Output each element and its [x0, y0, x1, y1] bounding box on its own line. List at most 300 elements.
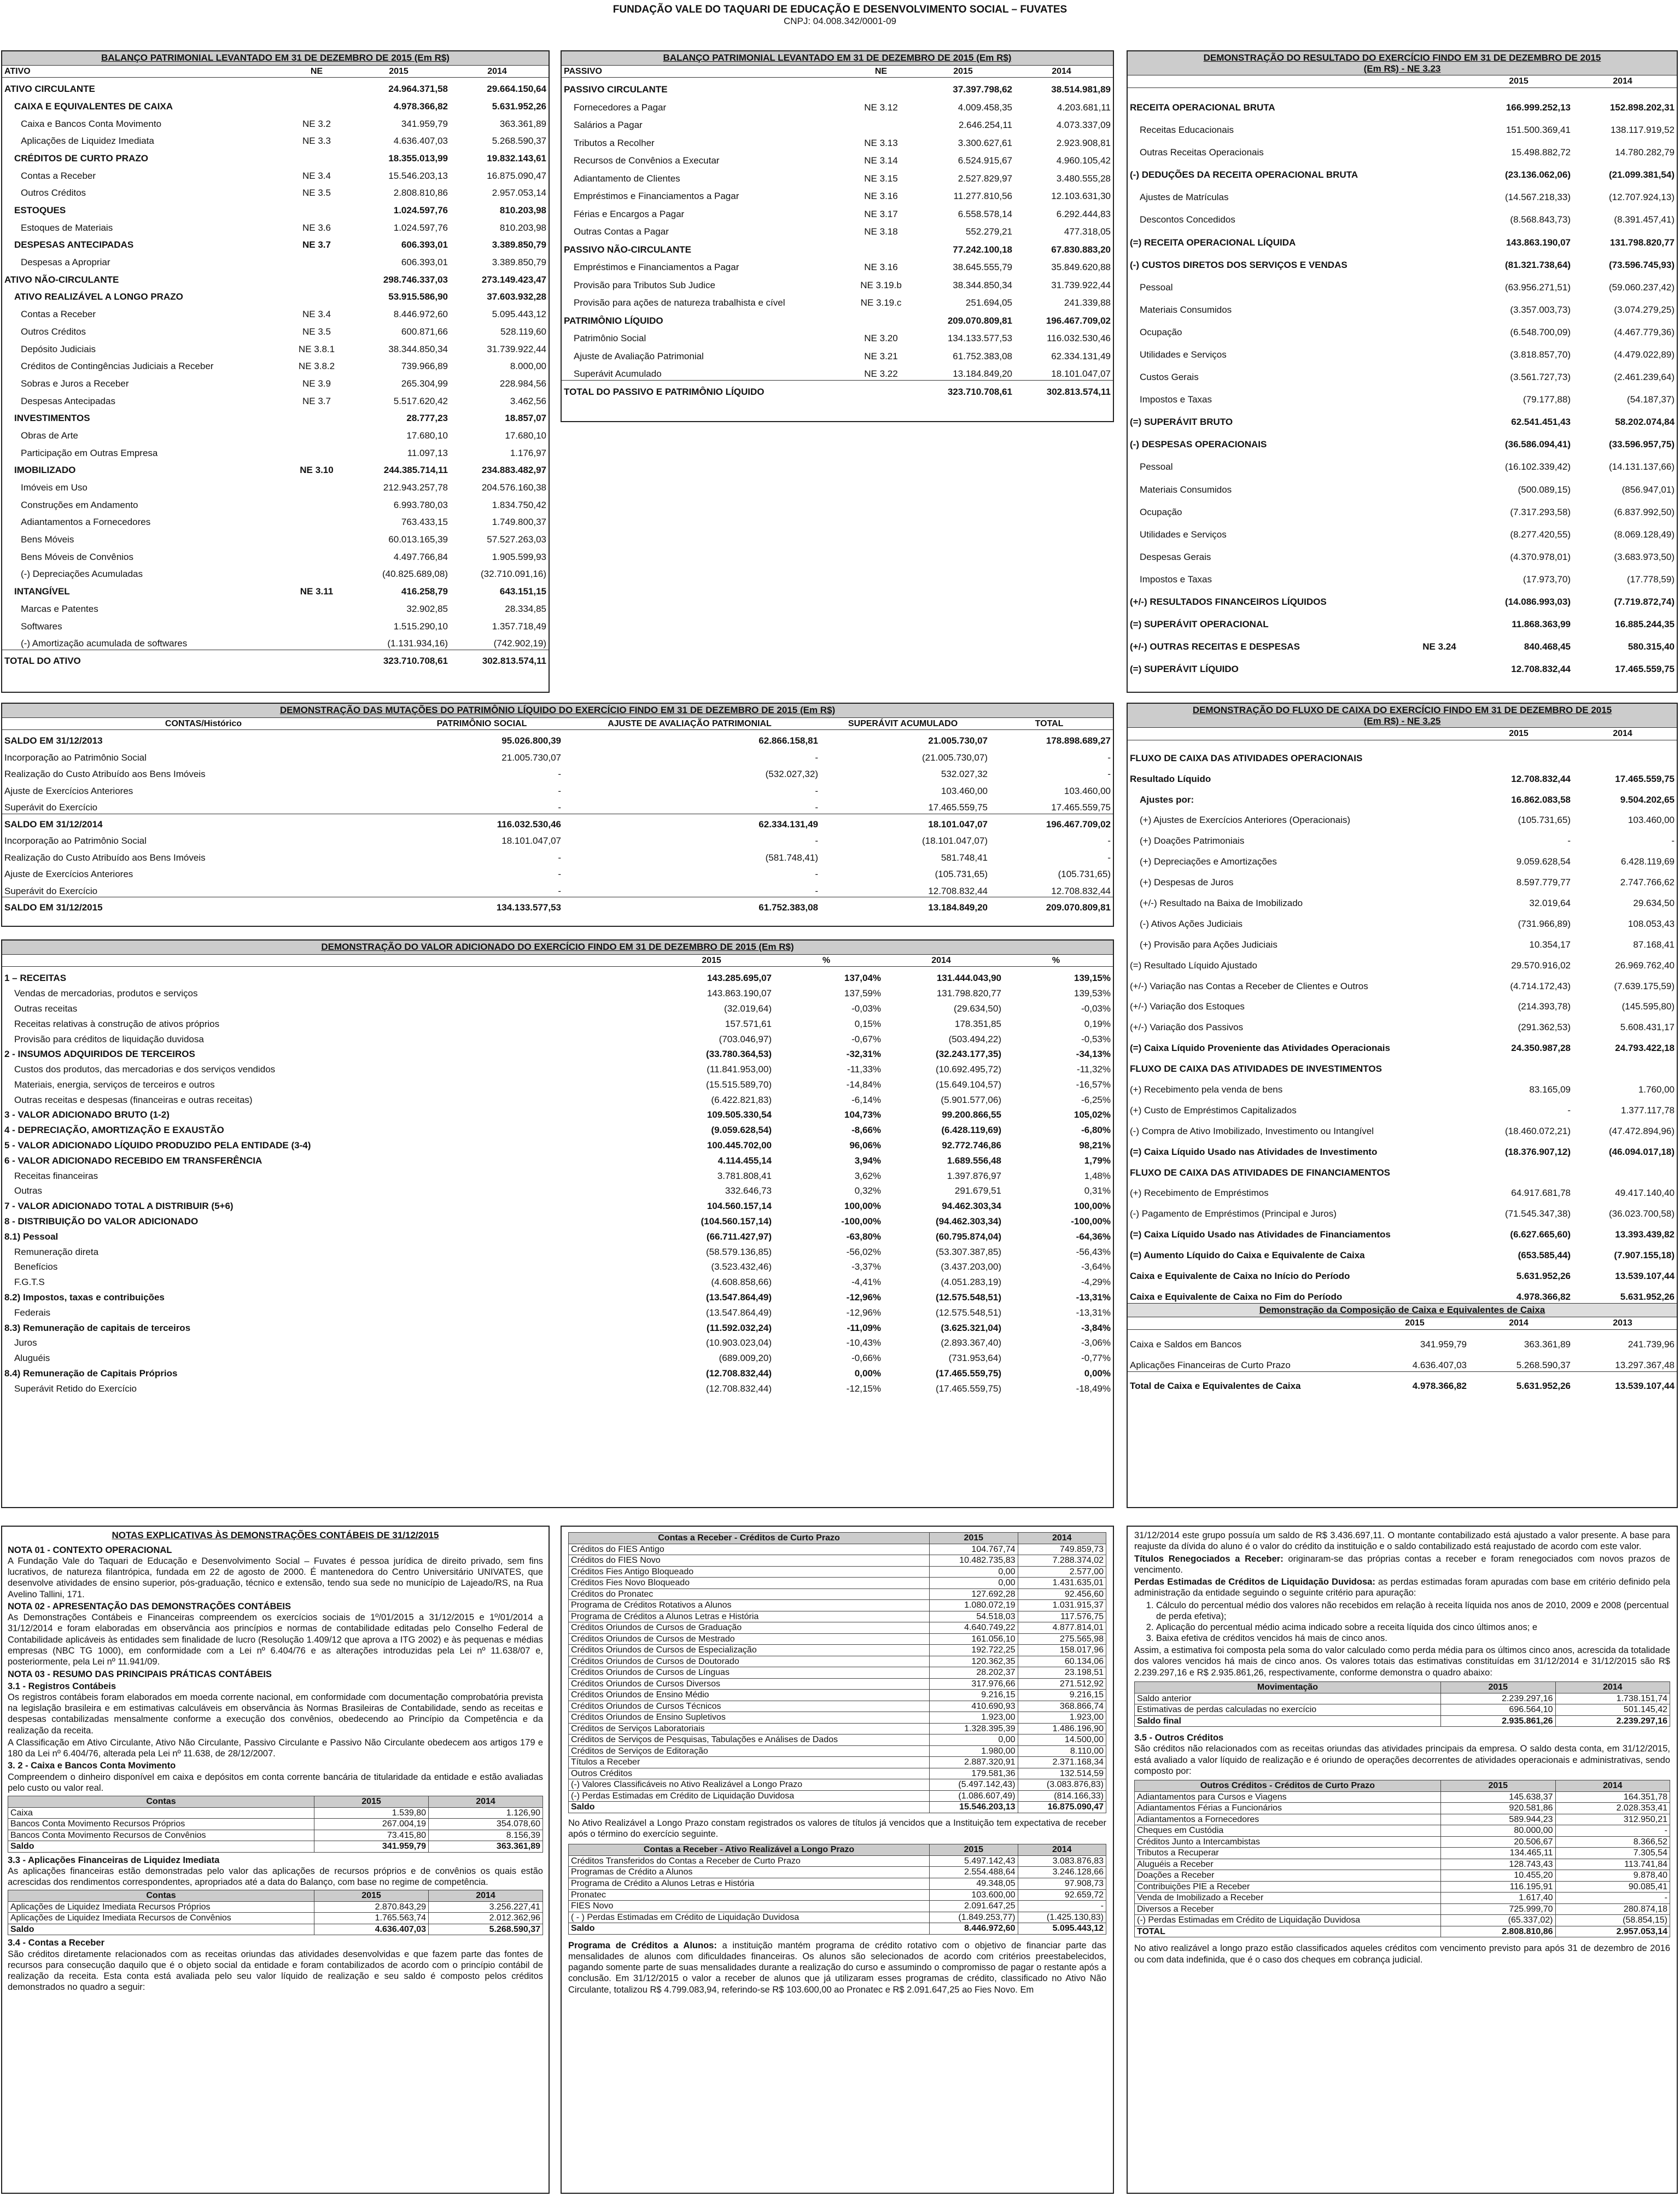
- row-label: (-) DESPESAS OPERACIONAIS: [1130, 439, 1267, 450]
- row-ne: NE 3.19.b: [860, 279, 902, 290]
- value-2014: (54.187,37): [1627, 394, 1675, 405]
- table-cell-label: Adiantamentos para Cursos e Viagens: [1135, 1791, 1441, 1803]
- table-cell-label: Saldo anterior: [1135, 1693, 1441, 1704]
- statement-row: [2, 984, 1113, 1000]
- row-label: Benefícios: [14, 1261, 58, 1272]
- table-cell-2014: 1.126,90: [429, 1807, 543, 1819]
- col-2015: 2015: [1405, 1318, 1425, 1328]
- table-cell-2015: 410.690,93: [930, 1701, 1018, 1712]
- value-cell: (17.465.559,75): [935, 1383, 1001, 1394]
- table-row: [569, 1923, 1106, 1935]
- value-cell: 104,73%: [844, 1109, 881, 1120]
- row-label: (=) SUPERÁVIT OPERACIONAL: [1130, 619, 1269, 630]
- table-row: [8, 1830, 543, 1841]
- estimate-text: Assim, a estimativa foi composta pela soma do valor calculado como perda média para os últimos cinco anos, acrescida da totalidade dos valores vencidos há mais de cinco anos. Os valores totais das estimativas constituídas em 31/12/2014 e 31/12/2015 são R$ 2.239.297,16 e R$ 2.935.861,26, respectivamente, conforme demonstra o quadro abaixo:: [1134, 1645, 1670, 1678]
- table-row: [1135, 1848, 1670, 1859]
- value-cell: (12.708.832,44): [705, 1383, 772, 1394]
- value-2015: 62.541.451,43: [1511, 417, 1571, 428]
- value-cell: 4.636.407,03: [1412, 1360, 1467, 1371]
- table-row: [569, 1544, 1106, 1555]
- table-cell-2015: 0,00: [930, 1578, 1018, 1589]
- value-cell: (12.575.548,51): [935, 1292, 1001, 1303]
- section-title: BALANÇO PATRIMONIAL LEVANTADO EM 31 DE DEZEMBRO DE 2015 (Em R$): [562, 51, 1113, 66]
- table-cell-label: Tributos a Recuperar: [1135, 1848, 1441, 1859]
- table-cell-2014: 8.110,00: [1018, 1745, 1106, 1757]
- row-label: 8 - DISTRIBUIÇÃO DO VALOR ADICIONADO: [4, 1216, 199, 1227]
- note-35-heading: 3.5 - Outros Créditos: [1134, 1733, 1224, 1743]
- table-cell-2015: 2.887.320,91: [930, 1757, 1018, 1768]
- value-cell: 18.101.047,07: [928, 819, 988, 830]
- note-01-text: A Fundação Vale do Taquari de Educação e Desenvolvimento Social – Fuvates é pessoa jurídica de direito privado, sem fins lucrativos, de natureza filantrópica, fundada em 22 de agosto de 2000. É mantenedora do Centro Universitário UNIVATES, que desenvolve atividades de ensino superior, pós-graduação, técnico e extensão, tendo sua sede no município de Lajeado/RS, na Rua Avelino Tallini, 171.: [8, 1556, 543, 1599]
- value-2014: 1.905.599,93: [492, 551, 546, 562]
- value-cell: (689.009,20): [719, 1353, 772, 1364]
- table-cell-2014: 1.923,00: [1018, 1712, 1106, 1724]
- value-cell: -11,32%: [1076, 1064, 1111, 1075]
- row-label: 8.4) Remuneração de Capitais Próprios: [4, 1368, 178, 1379]
- statement-row: [1128, 764, 1677, 785]
- value-2014: 31.739.922,44: [487, 343, 546, 354]
- table-cell-2015: 1.923,00: [930, 1712, 1018, 1724]
- statement-row: [2, 303, 549, 320]
- statement-row: [2, 217, 549, 234]
- statement-row: [1128, 1371, 1677, 1392]
- row-label: RECEITA OPERACIONAL BRUTA: [1130, 102, 1275, 113]
- table-header-cell: 2015: [930, 1533, 1018, 1544]
- row-label: (+/-) OUTRAS RECEITAS E DESPESAS: [1130, 641, 1300, 652]
- value-2015: 12.708.832,44: [1511, 773, 1571, 784]
- value-2015: 6.558.578,14: [958, 208, 1012, 219]
- statement-row: [562, 167, 1113, 185]
- table-cell-2015: 2.091.647,25: [930, 1901, 1018, 1912]
- row-label: (+) Ajustes de Exercícios Anteriores (Operacionais): [1140, 815, 1351, 826]
- statement-row: [2, 338, 549, 355]
- note-table: [568, 1844, 1106, 1934]
- value-2015: 4.009.458,35: [958, 102, 1012, 113]
- table-cell-2015: 0,00: [930, 1566, 1018, 1578]
- row-label: Superávit do Exercício: [4, 885, 98, 896]
- value-2015: 32.902,85: [406, 603, 448, 614]
- row-label: (=) SUPERÁVIT LÍQUIDO: [1130, 664, 1239, 675]
- column-header: [2, 66, 549, 78]
- table-cell-2015: 120.362,35: [930, 1656, 1018, 1667]
- value-cell: 1,48%: [1084, 1170, 1111, 1181]
- program-credit-heading: Programa de Créditos a Alunos:: [568, 1940, 717, 1950]
- row-ne: NE 3.2: [302, 118, 331, 129]
- value-2015: 8.597.779,77: [1516, 877, 1571, 888]
- statement-row: [2, 730, 1113, 747]
- col-ajuste: AJUSTE DE AVALIAÇÃO PATRIMONIAL: [608, 719, 772, 728]
- value-2014: (4.467.779,36): [1614, 326, 1675, 337]
- column-header: [1128, 75, 1677, 88]
- row-label: (-) CUSTOS DIRETOS DOS SERVIÇOS E VENDAS: [1130, 259, 1348, 270]
- value-cell: 532.027,32: [941, 769, 988, 780]
- table-row: [1135, 1903, 1670, 1915]
- table-cell-2014: -: [1555, 1893, 1670, 1904]
- long-term-other-note: No ativo realizável a longo prazo estão classificados aqueles créditos com vencimento previsto para após 31 de dezembro de 2016 ou com data indefinida, que é o caso dos cheques em cobrança judicial.: [1134, 1943, 1670, 1965]
- row-ne: NE 3.8.1: [298, 343, 335, 354]
- table-cell-2015: 2.554.488,64: [930, 1867, 1018, 1878]
- value-2014: 5.095.443,12: [492, 309, 546, 320]
- table-cell-2014: 1.738.151,74: [1555, 1693, 1670, 1704]
- col-superavit: SUPERÁVIT ACUMULADO: [848, 719, 958, 728]
- row-label: Caixa e Bancos Conta Movimento: [21, 118, 162, 129]
- value-2014: (3.683.973,50): [1614, 551, 1675, 562]
- value-cell: (2.893.367,40): [941, 1338, 1001, 1348]
- table-header-cell: 2015: [930, 1844, 1018, 1856]
- statement-row: [1128, 1351, 1677, 1371]
- statement-row: [562, 291, 1113, 309]
- value-cell: 0,32%: [854, 1185, 881, 1196]
- statement-row: [2, 1258, 1113, 1273]
- statement-row: [562, 238, 1113, 256]
- table-cell-label: Créditos de Serviços de Editoração: [569, 1745, 930, 1757]
- value-2014: 196.467.709,02: [1046, 315, 1111, 326]
- table-row: [569, 1588, 1106, 1600]
- table-cell-2015: 128.743,43: [1441, 1859, 1556, 1870]
- value-cell: 139,15%: [1074, 973, 1111, 984]
- composition-column-header: [1128, 1317, 1677, 1330]
- value-2015: 244.385.714,11: [383, 465, 448, 476]
- value-2015: (500.089,15): [1518, 484, 1571, 495]
- table-header-row: [8, 1796, 543, 1808]
- value-2014: 2.957.053,14: [492, 188, 546, 198]
- row-label: Tributos a Recolher: [574, 137, 655, 148]
- table-cell-2014: 8.156,39: [429, 1830, 543, 1841]
- statement-row: [562, 202, 1113, 220]
- statement-row: [1128, 136, 1677, 159]
- list-item: 3. Baixa efetiva de créditos vencidos há mais de cinco anos.: [1156, 1633, 1670, 1644]
- table-row: [1135, 1893, 1670, 1904]
- row-ne: NE 3.20: [864, 333, 898, 344]
- table-cell-label: Títulos a Receber: [569, 1757, 930, 1768]
- row-label: (+) Provisão para Ações Judiciais: [1140, 939, 1278, 950]
- statement-row: [1128, 91, 1677, 114]
- table-cell-label: Aplicações de Liquidez Imediata Recursos Próprios: [8, 1901, 314, 1913]
- table-cell-2014: 92.456,60: [1018, 1588, 1106, 1600]
- section-title: BALANÇO PATRIMONIAL LEVANTADO EM 31 DE DEZEMBRO DE 2015 (Em R$): [2, 51, 549, 66]
- value-cell: 5.268.590,37: [1516, 1360, 1571, 1371]
- value-cell: 100,00%: [1074, 1201, 1111, 1212]
- table-header-cell: Contas: [8, 1890, 314, 1902]
- statement-row: [2, 320, 549, 338]
- table-row: [1135, 1915, 1670, 1926]
- value-cell: 3,94%: [854, 1155, 881, 1166]
- statement-row: [1128, 563, 1677, 586]
- col-2015: 2015: [389, 66, 409, 76]
- value-2014: 67.830.883,20: [1051, 244, 1111, 255]
- row-label: INVESTIMENTOS: [14, 413, 90, 424]
- value-cell: -: [558, 852, 561, 863]
- section-title: DEMONSTRAÇÃO DO VALOR ADICIONADO DO EXERCÍCIO FINDO EM 31 DE DEZEMBRO DE 2015 (Em R$): [2, 941, 1113, 955]
- table-header-cell: Contas a Receber - Créditos de Curto Prazo: [569, 1533, 930, 1544]
- row-label: PASSIVO CIRCULANTE: [564, 84, 668, 95]
- table-cell-2014: 2.577,00: [1018, 1566, 1106, 1578]
- statement-row: [2, 830, 1113, 847]
- value-2014: 35.849.620,88: [1051, 262, 1111, 273]
- row-label: Aluguéis: [14, 1353, 50, 1364]
- value-2014: 2.923.908,81: [1056, 137, 1111, 148]
- table-cell-2014: (58.854,15): [1555, 1915, 1670, 1926]
- table-cell-2014: 2.012.362,96: [429, 1913, 543, 1924]
- row-label: Resultado Líquido: [1130, 773, 1211, 784]
- statement-row: [1128, 159, 1677, 181]
- continued-text: 31/12/2014 este grupo possuía um saldo de R$ 3.436.697,11. O montante contabilizado está ajustado a valor presente. A base para reajuste da dívida do aluno é o valor do crédito da instituição e o saldo contabilizado está reajustado de acordo com este valor.: [1134, 1531, 1670, 1552]
- value-2015: 38.344.850,34: [953, 279, 1012, 290]
- row-ne: NE 3.3: [302, 136, 331, 147]
- value-cell: -4,29%: [1081, 1277, 1111, 1288]
- statement-row: [1128, 1096, 1677, 1117]
- table-cell-label: ( - ) Perdas Estimadas em Crédito de Liquidação Duvidosa: [569, 1912, 930, 1923]
- table-cell-2015: 9.216,15: [930, 1690, 1018, 1701]
- table-cell-label: Saldo: [569, 1802, 930, 1813]
- note-35-text: São créditos não relacionados com as receitas oriundas das atividades principais da empresa. O saldo desta conta, em 31/12/2015, está avaliado a valor líquido de realização e é oriundo de operações decorrentes de atividades operacionais e administrativas, sendo composto por:: [1134, 1744, 1670, 1776]
- statement-row: [2, 78, 549, 95]
- value-2015: 37.397.798,62: [953, 84, 1012, 95]
- value-cell: -0,03%: [851, 1003, 881, 1014]
- value-cell: 1,79%: [1084, 1155, 1111, 1166]
- value-cell: 0,15%: [854, 1018, 881, 1029]
- value-2014: 6.428.119,69: [1621, 856, 1675, 867]
- value-2014: 302.813.574,11: [1046, 386, 1111, 397]
- row-label: Contas a Receber: [21, 309, 96, 320]
- value-cell: (731.953,64): [948, 1353, 1001, 1364]
- value-cell: (6.422.821,83): [711, 1094, 772, 1105]
- value-cell: -64,36%: [1076, 1231, 1111, 1242]
- table-row: [1135, 1859, 1670, 1870]
- row-label: (-) Depreciações Acumuladas: [21, 569, 143, 580]
- table-cell-2015: 20.506,67: [1441, 1836, 1556, 1848]
- value-cell: 96,06%: [849, 1140, 881, 1151]
- value-2015: 29.570.916,02: [1511, 960, 1571, 971]
- table-cell-2015: 54.518,03: [930, 1611, 1018, 1622]
- value-2014: 273.149.423,47: [481, 274, 546, 285]
- row-label: FLUXO DE CAIXA DAS ATIVIDADES DE INVESTIMENTOS: [1130, 1064, 1382, 1074]
- row-label: Utilidades e Serviços: [1140, 349, 1227, 360]
- value-2015: 209.070.809,81: [947, 315, 1012, 326]
- value-cell: 100.445.702,00: [707, 1140, 772, 1151]
- table-header-cell: 2014: [429, 1890, 543, 1902]
- value-2015: 143.863.190,07: [1506, 237, 1571, 248]
- value-2014: 18.857,07: [505, 413, 546, 424]
- value-cell: -6,25%: [1081, 1094, 1111, 1105]
- statement-row: [1128, 1199, 1677, 1220]
- value-cell: 12.708.832,44: [928, 885, 988, 896]
- table-cell-2015: 5.497.142,43: [930, 1855, 1018, 1867]
- note-31-heading: 3.1 - Registros Contábeis: [8, 1681, 116, 1691]
- table-cell-2015: 0,00: [930, 1734, 1018, 1746]
- statement-row: [2, 355, 549, 372]
- value-cell: 178.898.689,27: [1046, 735, 1111, 746]
- table-cell-label: Contribuições PIE a Receber: [1135, 1881, 1441, 1893]
- row-label: Outras: [14, 1185, 43, 1196]
- col-social: PATRIMÔNIO SOCIAL: [436, 719, 527, 728]
- value-2015: (18.376.907,12): [1504, 1146, 1571, 1157]
- table-row: [569, 1723, 1106, 1734]
- table-row: [569, 1555, 1106, 1567]
- statement-row: [1128, 1075, 1677, 1096]
- note-33-text: As aplicações financeiras estão demonstradas pelo valor das aplicações de recursos próprios e de convênios os quais estão acrescidas dos rendimentos correspondentes, apropriados até a data do Balanço, com base no regime de competência.: [8, 1866, 543, 1888]
- value-cell: (13.547.864,49): [705, 1292, 772, 1303]
- row-ne: NE 3.14: [864, 155, 898, 166]
- table-cell-label: TOTAL: [1135, 1926, 1441, 1937]
- statement-row: [1128, 1261, 1677, 1282]
- table-cell-2015: 2.935.861,26: [1441, 1715, 1556, 1727]
- statement-row: [562, 309, 1113, 327]
- row-label: (-) Pagamento de Empréstimos (Principal e Juros): [1130, 1208, 1337, 1219]
- value-cell: -4,41%: [851, 1277, 881, 1288]
- value-cell: -11,09%: [847, 1322, 881, 1333]
- value-2015: 6.524.915,67: [958, 155, 1012, 166]
- table-cell-2015: 1.765.563,74: [314, 1913, 429, 1924]
- statement-row: [2, 1167, 1113, 1182]
- value-cell: -13,31%: [1076, 1292, 1111, 1303]
- table-row: [569, 1622, 1106, 1634]
- value-cell: (532.027,32): [765, 769, 818, 780]
- value-cell: -3,84%: [1081, 1322, 1111, 1333]
- statement-row: [1128, 1178, 1677, 1199]
- table-cell-2015: 10.482.735,83: [930, 1555, 1018, 1567]
- row-label: Outras receitas: [14, 1003, 78, 1014]
- value-cell: 143.285.695,07: [707, 973, 772, 984]
- statement-row: [2, 1045, 1113, 1060]
- row-label: Despesas a Apropriar: [21, 257, 110, 268]
- row-label: (+) Recebimento de Empréstimos: [1130, 1188, 1269, 1199]
- value-cell: (58.579.136,85): [705, 1246, 772, 1257]
- table-cell-label: Créditos Oriundos de Cursos Diversos: [569, 1678, 930, 1690]
- value-cell: 5.631.952,26: [1516, 1381, 1571, 1392]
- note-01-heading: NOTA 01 - CONTEXTO OPERACIONAL: [8, 1545, 172, 1555]
- row-label: Incorporação ao Patrimônio Social: [4, 752, 147, 763]
- value-cell: 17.465.559,75: [928, 802, 988, 813]
- statement-row: [562, 131, 1113, 149]
- value-cell: 139,53%: [1074, 988, 1111, 999]
- statement-row: [2, 1182, 1113, 1197]
- value-2015: 341.959,79: [401, 118, 448, 129]
- col-2015: 2015: [953, 66, 973, 76]
- value-2015: (105.731,65): [1518, 815, 1571, 826]
- value-cell: -: [558, 869, 561, 880]
- table-row: [569, 1901, 1106, 1912]
- value-2015: 1.515.290,10: [393, 621, 448, 632]
- row-ne: NE 3.13: [864, 137, 898, 148]
- value-2014: (12.707.924,13): [1608, 192, 1675, 203]
- statement-row: [1128, 847, 1677, 868]
- table-cell-2015: 134.465,11: [1441, 1848, 1556, 1859]
- row-label: ESTOQUES: [14, 205, 66, 216]
- row-label: Remuneração direta: [14, 1246, 99, 1257]
- note-33-heading: 3.3 - Aplicações Financeiras de Liquidez Imediata: [8, 1855, 220, 1865]
- table-cell-2015: 1.980,00: [930, 1745, 1018, 1757]
- value-cell: 109.505.330,54: [707, 1109, 772, 1120]
- value-2014: (3.074.279,25): [1614, 304, 1675, 315]
- table-cell-label: Créditos Oriundos de Cursos de Graduação: [569, 1622, 930, 1634]
- table-row: [569, 1790, 1106, 1802]
- value-2015: -: [1567, 1105, 1571, 1115]
- value-cell: (703.046,97): [719, 1033, 772, 1044]
- table-cell-2014: -: [1555, 1825, 1670, 1837]
- value-2015: (6.627.665,60): [1510, 1229, 1571, 1240]
- table-cell-2014: 9.216,15: [1018, 1690, 1106, 1701]
- statement-row: [2, 1319, 1113, 1334]
- table-cell-2015: 145.638,37: [1441, 1791, 1556, 1803]
- value-cell: -18,49%: [1076, 1383, 1111, 1394]
- table-row: [569, 1667, 1106, 1679]
- row-label: 7 - VALOR ADICIONADO TOTAL A DISTRIBUIR (5+6): [4, 1201, 234, 1212]
- value-cell: (53.307.387,85): [935, 1246, 1001, 1257]
- statement-row: [2, 546, 549, 563]
- table-cell-label: Créditos Oriundos de Ensino Supletivos: [569, 1712, 930, 1724]
- statement-row: [1128, 992, 1677, 1013]
- table-row: [1135, 1791, 1670, 1803]
- value-2014: 116.032.530,46: [1047, 333, 1111, 344]
- table-header-cell: 2014: [429, 1796, 543, 1808]
- statement-row: [562, 184, 1113, 202]
- value-2014: 18.101.047,07: [1051, 369, 1111, 379]
- statement-row: [2, 880, 1113, 897]
- value-2015: -: [1567, 836, 1571, 846]
- statement-row: [562, 380, 1113, 398]
- table-cell-label: Saldo: [8, 1841, 314, 1853]
- value-2014: 29.664.150,64: [487, 84, 546, 95]
- note-02-heading: NOTA 02 - APRESENTAÇÃO DAS DEMONSTRAÇÕES CONTÁBEIS: [8, 1601, 291, 1611]
- balance-sheet-assets: [1, 50, 550, 693]
- statement-row: [2, 476, 549, 494]
- statement-row: [1128, 1054, 1677, 1075]
- table-cell-label: Créditos Oriundos de Cursos Técnicos: [569, 1701, 930, 1712]
- value-cell: (66.711.427,97): [706, 1231, 772, 1242]
- table-cell-label: FIES Novo: [569, 1901, 930, 1912]
- value-2015: (18.460.072,21): [1504, 1125, 1571, 1136]
- table-cell-label: Créditos Oriundos de Ensino Médio: [569, 1690, 930, 1701]
- value-cell: 137,59%: [844, 988, 881, 999]
- table-cell-2014: 132.514,59: [1018, 1768, 1106, 1779]
- table-cell-label: Adiantamentos a Fornecedores: [1135, 1814, 1441, 1825]
- statement-row: [1128, 338, 1677, 361]
- table-header-cell: Movimentação: [1135, 1682, 1441, 1693]
- row-ne: NE 3.15: [864, 173, 898, 184]
- value-2015: 416.258,79: [401, 586, 448, 597]
- value-2014: 13.393.439,82: [1615, 1229, 1675, 1240]
- note-table: [8, 1890, 543, 1935]
- value-2014: 108.053,43: [1628, 918, 1675, 929]
- value-cell: 0,19%: [1084, 1018, 1111, 1029]
- col-2014: 2014: [931, 955, 951, 965]
- row-ne: NE 3.16: [864, 191, 898, 202]
- table-cell-2014: (814.166,33): [1018, 1790, 1106, 1802]
- table-cell-2014: 271.512,92: [1018, 1678, 1106, 1690]
- renegotiated-heading: Títulos Renegociados a Receber:: [1134, 1553, 1284, 1564]
- table-cell-2015: 192.722,25: [930, 1645, 1018, 1656]
- table-cell-2015: (1.849.253,77): [930, 1912, 1018, 1923]
- table-cell-2015: 920.581,86: [1441, 1803, 1556, 1814]
- value-2015: (291.362,53): [1518, 1022, 1571, 1033]
- col-total: TOTAL: [1035, 719, 1064, 728]
- liability-rows: [562, 78, 1113, 398]
- table-cell-2015: (5.497.142,43): [930, 1779, 1018, 1791]
- row-label: Bens Móveis de Convênios: [21, 551, 134, 562]
- value-cell: 13.184.849,20: [928, 902, 988, 913]
- program-credit-text: a instituição mantém programa de crédito rotativo com o objetivo de financiar parte das mensalidades de alunos com dificuldades financeiras. Os alunos são selecionados de acordo com critérios preestabelecidos, pagando somente parte de suas mensalidades durante a realização do curso e assumindo o compromisso de pagar o restante após a conclusão. Em 31/12/2015 o valor a receber de alunos que já utilizaram esses programas de crédito, classificado no Ativo Não Circulante, totalizou R$ 4.799.083,94, referindo-se R$ 103.600,00 ao Pronatec e R$ 2.091.647,25 ao Fies Novo. Em: [568, 1940, 1106, 1995]
- row-label: FLUXO DE CAIXA DAS ATIVIDADES OPERACIONAIS: [1130, 752, 1363, 763]
- row-label: Impostos e Taxas: [1140, 574, 1212, 585]
- table-cell-2014: 7.288.374,02: [1018, 1555, 1106, 1567]
- table-cell-2015: 2.239.297,16: [1441, 1693, 1556, 1704]
- value-2015: (731.966,89): [1518, 918, 1571, 929]
- value-cell: (60.795.874,04): [935, 1231, 1001, 1242]
- row-label: CRÉDITOS DE CURTO PRAZO: [14, 153, 148, 163]
- value-cell: 21.005.730,07: [928, 735, 988, 746]
- statement-row: [2, 1091, 1113, 1106]
